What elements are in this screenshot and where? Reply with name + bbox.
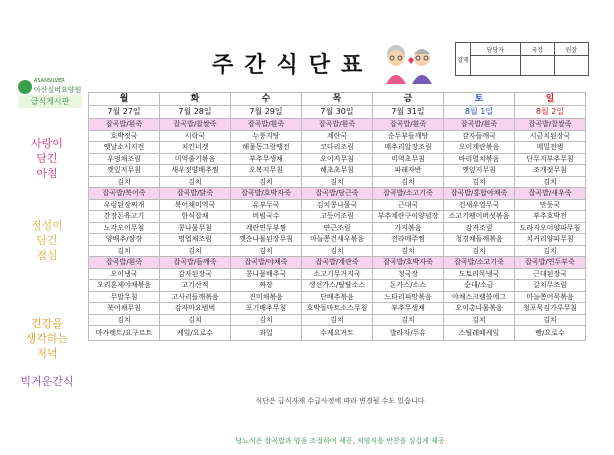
menu-cell: 미역초무침 (373, 153, 444, 165)
menu-change-note: 식단은 급식자재 수급사정에 따라 변경될 수도 있습니다 (255, 397, 425, 405)
menu-cell: 미역줄기볶음 (160, 153, 231, 165)
menu-cell: 감자된장국 (160, 268, 231, 280)
weekday-tue: 화 (160, 93, 231, 106)
menu-cell: 케잌/요로수 (160, 326, 231, 341)
date-sat: 8월 1일 (444, 106, 515, 119)
menu-cell: 감자마요범벅 (160, 303, 231, 315)
dinner-rows (89, 257, 586, 326)
dinner-row (89, 268, 586, 280)
menu-cell: 소고기팽이버섯볶음 (444, 211, 515, 223)
menu-cell: 만둣국 (515, 199, 586, 211)
menu-cell: 청국장 (373, 268, 444, 280)
menu-cell: 마늘쫑어묵볶음 (515, 291, 586, 303)
section-breakfast-label: 사랑이 담긴 아침 (31, 137, 63, 180)
menu-cell: 마가렛트/요구르트 (89, 326, 160, 341)
menu-cell: 순대/소금 (444, 280, 515, 292)
menu-cell: 깻잎지무침 (89, 165, 160, 177)
weekday-fri: 금 (373, 93, 444, 106)
menu-cell: 김치 (231, 314, 302, 326)
menu-cell: 부추무생채 (373, 303, 444, 315)
menu-cell: 오이지무침 (302, 153, 373, 165)
menu-cell: 진미채볶음 (231, 291, 302, 303)
menu-cell: 스틸레떼케잌 (444, 326, 515, 341)
menu-cell: 잡곡밥/새우죽 (515, 188, 586, 200)
menu-cell: 비빔국수 (231, 211, 302, 223)
breakfast-row (89, 153, 586, 165)
menu-cell: 잡곡밥/연두부죽 (515, 257, 586, 269)
menu-cell: 김치 (373, 314, 444, 326)
menu-cell: 잡곡밥/소고기죽 (444, 257, 515, 269)
approval-stamp-table (455, 42, 589, 76)
menu-cell: 코다리조림 (302, 142, 373, 154)
menu-cell: 잡곡밥/흰죽 (444, 119, 515, 131)
menu-cell: 조개젓무침 (515, 165, 586, 177)
weekday-thu: 목 (302, 93, 373, 106)
menu-cell: 김치 (444, 245, 515, 257)
menu-cell: 순두부들깨탕 (373, 130, 444, 142)
menu-cell: 수제요거트 (302, 326, 373, 341)
weekday-wed: 수 (231, 93, 302, 106)
menu-cell: 김치 (302, 314, 373, 326)
menu-cell: 건새우열무국 (444, 199, 515, 211)
menu-cell: 김치 (89, 245, 160, 257)
snack-row (89, 326, 586, 341)
menu-cell: 잡곡밥/호박자죽 (373, 257, 444, 269)
breakfast-rows (89, 119, 586, 188)
menu-cell: 김치 (515, 314, 586, 326)
lunch-row (89, 234, 586, 246)
menu-cell: 잡곡밥/홍합야채죽 (444, 188, 515, 200)
approval-role-director: 국장 (520, 43, 554, 56)
menu-cell: 오이총나물볶음 (444, 303, 515, 315)
menu-cell: 잡곡밥/당근죽 (302, 188, 373, 200)
menu-cell: 해초초무침 (302, 165, 373, 177)
approval-sign-director[interactable] (520, 56, 554, 76)
menu-cell: 잡곡밥/흰죽 (302, 119, 373, 131)
menu-cell: 단무지부추무침 (515, 153, 586, 165)
lunch-row (89, 211, 586, 223)
menu-cell: 김치 (89, 314, 160, 326)
menu-cell: 호박젓국 (89, 130, 160, 142)
menu-cell: 우엉채조림 (89, 153, 160, 165)
menu-cell: 치커리양파무침 (515, 234, 586, 246)
menu-cell: 잡곡밥/북어죽 (89, 188, 160, 200)
menu-cell: 해물동그랑땡전 (231, 142, 302, 154)
date-wed: 7월 29일 (231, 106, 302, 119)
menu-cell: 단배추볶음 (302, 291, 373, 303)
menu-cell: 돈가스/소스 (373, 280, 444, 292)
lunch-rows (89, 188, 586, 257)
menu-cell: 누룽지탕 (231, 130, 302, 142)
approval-sign-staff[interactable] (471, 56, 521, 76)
menu-cell: 연근조림 (302, 222, 373, 234)
menu-cell: 양배추/쌈장 (89, 234, 160, 246)
approval-role-staff: 담당자 (471, 43, 521, 56)
menu-cell: 김치 (160, 245, 231, 257)
page-title: 주간식단표 (212, 53, 374, 78)
menu-cell: 도토리묵냉국 (444, 268, 515, 280)
lunch-row (89, 188, 586, 200)
weekday-sat: 토 (444, 93, 515, 106)
menu-cell: 감자조림 (444, 222, 515, 234)
menu-cell: 생선가스/탈탈소스 (302, 280, 373, 292)
weekly-menu-table (88, 92, 586, 341)
section-lunch-label: 정성이 담긴 점심 (31, 219, 63, 262)
menu-cell: 도라지오이양파무침 (515, 222, 586, 234)
weekday-row (89, 93, 586, 106)
breakfast-row (89, 176, 586, 188)
menu-cell: 짜장 (231, 280, 302, 292)
menu-cell: 깻잎지무침 (444, 165, 515, 177)
menu-cell: 잡곡밥/들깨죽 (160, 257, 231, 269)
menu-cell: 김치 (231, 245, 302, 257)
menu-cell: 김치 (302, 176, 373, 188)
menu-cell: 잡곡밥/닭죽 (160, 188, 231, 200)
dinner-row (89, 291, 586, 303)
menu-cell: 잡곡밥/흰죽 (373, 119, 444, 131)
menu-cell: 계란국 (302, 130, 373, 142)
menu-cell: 발라자/두유 (373, 326, 444, 341)
menu-cell: 오이냉국 (89, 268, 160, 280)
menu-cell: 가지볶음 (373, 222, 444, 234)
menu-cell: 근대된장국 (515, 268, 586, 280)
menu-cell: 빵/요로수 (515, 326, 586, 341)
menu-cell: 잡곡밥/소고기죽 (373, 188, 444, 200)
section-snack-label: 빅거운간식 (20, 375, 74, 388)
menu-cell: 김치 (444, 314, 515, 326)
menu-cell: 잡곡밥/흰죽 (89, 119, 160, 131)
dinner-row (89, 257, 586, 269)
menu-cell: 김치 (515, 176, 586, 188)
menu-cell: 깻순나물된장무침 (231, 234, 302, 246)
menu-cell: 우렁된장찌개 (89, 199, 160, 211)
menu-cell: 느타리피망볶음 (373, 291, 444, 303)
menu-cell: 김치 (302, 245, 373, 257)
menu-cell: 잡곡밥/흰죽 (231, 119, 302, 131)
menu-cell: 북어채무침 (89, 303, 160, 315)
logo-korean-text: 아산실버요양원 (34, 86, 82, 94)
diet-footer-note: 당뇨식은 잡곡밥과 양을 조절하여 제공, 저염식을 반찬을 싱겁게 제공 (235, 437, 445, 445)
approval-role-head: 원장 (554, 43, 588, 56)
menu-cell: 고기산적 (160, 280, 231, 292)
menu-cell: 북어채미역국 (160, 199, 231, 211)
approval-sign-head[interactable] (554, 56, 588, 76)
menu-cell: 무말무침 (89, 291, 160, 303)
lunch-row (89, 222, 586, 234)
menu-cell: 옛날소시지전 (89, 142, 160, 154)
menu-cell: 고등어조림 (302, 211, 373, 223)
menu-cell: 노각오이무침 (89, 222, 160, 234)
menu-cell: 시금치된장국 (515, 130, 586, 142)
weekday-mon: 월 (89, 93, 160, 106)
lunch-row (89, 245, 586, 257)
menu-cell: 과일 (231, 326, 302, 341)
menu-cell: 잡곡밥/흰죽 (89, 257, 160, 269)
menu-cell: 파래자반 (373, 165, 444, 177)
menu-cell: 김치 (373, 176, 444, 188)
breakfast-row (89, 142, 586, 154)
menu-cell: 콩나물무침 (160, 222, 231, 234)
menu-cell: 마늘쫑건새우볶음 (302, 234, 373, 246)
dinner-row (89, 314, 586, 326)
menu-cell: 청경채들깨볶음 (444, 234, 515, 246)
date-row (89, 106, 586, 119)
menu-cell: 호박돌마트소스무침 (302, 303, 373, 315)
menu-cell: 김치 (89, 176, 160, 188)
breakfast-row (89, 130, 586, 142)
section-dinner-label: 건강을 생각하는 저녁 (25, 317, 69, 360)
menu-cell: 김치 (444, 176, 515, 188)
menu-cell: 고사리들깨볶음 (160, 291, 231, 303)
menu-cell: 소고기무거지국 (302, 268, 373, 280)
date-sun: 8월 2일 (515, 106, 586, 119)
menu-cell: 부추무생채 (231, 153, 302, 165)
menu-cell: 오복지무침 (231, 165, 302, 177)
menu-cell: 잡곡밥/찹쌀죽 (515, 119, 586, 131)
menu-cell: 메추리알장조림 (373, 142, 444, 154)
menu-cell: 김치 (160, 314, 231, 326)
date-mon: 7월 27일 (89, 106, 160, 119)
menu-cell: 계란연두부찜 (231, 222, 302, 234)
breakfast-row (89, 165, 586, 177)
menu-cell: 김치 (231, 176, 302, 188)
menu-cell: 전라메주찜 (373, 234, 444, 246)
menu-cell: 명엽채조림 (160, 234, 231, 246)
menu-cell: 부추계란구이양념장 (373, 211, 444, 223)
logo-mark-icon (18, 80, 32, 94)
breakfast-row (89, 119, 586, 131)
menu-cell: 김치 (373, 245, 444, 257)
menu-cell: 새우젓양배추찜 (160, 165, 231, 177)
menu-cell: 야채스크램블에그 (444, 291, 515, 303)
menu-cell: 간장돈육고기 (89, 211, 160, 223)
menu-cell: 오이계란볶음 (444, 142, 515, 154)
weekday-sun: 일 (515, 93, 586, 106)
menu-cell: 청포묵김가루무침 (515, 303, 586, 315)
dinner-row (89, 303, 586, 315)
board-label: 급식게시판 (18, 95, 82, 108)
menu-cell: 한식잡채 (160, 211, 231, 223)
menu-cell: 메밀전병 (515, 142, 586, 154)
lunch-row (89, 199, 586, 211)
menu-cell: 근대국 (373, 199, 444, 211)
menu-cell: 잡곡밥/찹쌀죽 (160, 119, 231, 131)
dinner-row (89, 280, 586, 292)
approval-side-label: 결재 (456, 43, 471, 76)
menu-cell: 잡곡밥/호박자죽 (231, 188, 302, 200)
menu-cell: 잡곡밥/계란죽 (302, 257, 373, 269)
menu-cell: 바리멸치볶음 (444, 153, 515, 165)
menu-cell: 오리훈제야채볶음 (89, 280, 160, 292)
menu-cell: 잡곡밥/야채죽 (231, 257, 302, 269)
menu-cell: 포기배추무침 (231, 303, 302, 315)
menu-cell: 시락국 (160, 130, 231, 142)
menu-cell: 김치 (515, 245, 586, 257)
menu-cell: 김치콩나물국 (302, 199, 373, 211)
menu-cell: 콩나물배추국 (231, 268, 302, 280)
menu-cell: 갈치무조림 (515, 280, 586, 292)
date-fri: 7월 31일 (373, 106, 444, 119)
date-tue: 7월 28일 (160, 106, 231, 119)
menu-cell: 김치 (160, 176, 231, 188)
menu-cell: 치킨너겟 (160, 142, 231, 154)
logo-english-text: ASANSILVER (34, 78, 65, 84)
date-thu: 7월 30일 (302, 106, 373, 119)
menu-cell: 감자들깨국 (444, 130, 515, 142)
elderly-couple-icon (378, 40, 442, 84)
menu-cell: 유부두국 (231, 199, 302, 211)
menu-cell: 부추호박전 (515, 211, 586, 223)
